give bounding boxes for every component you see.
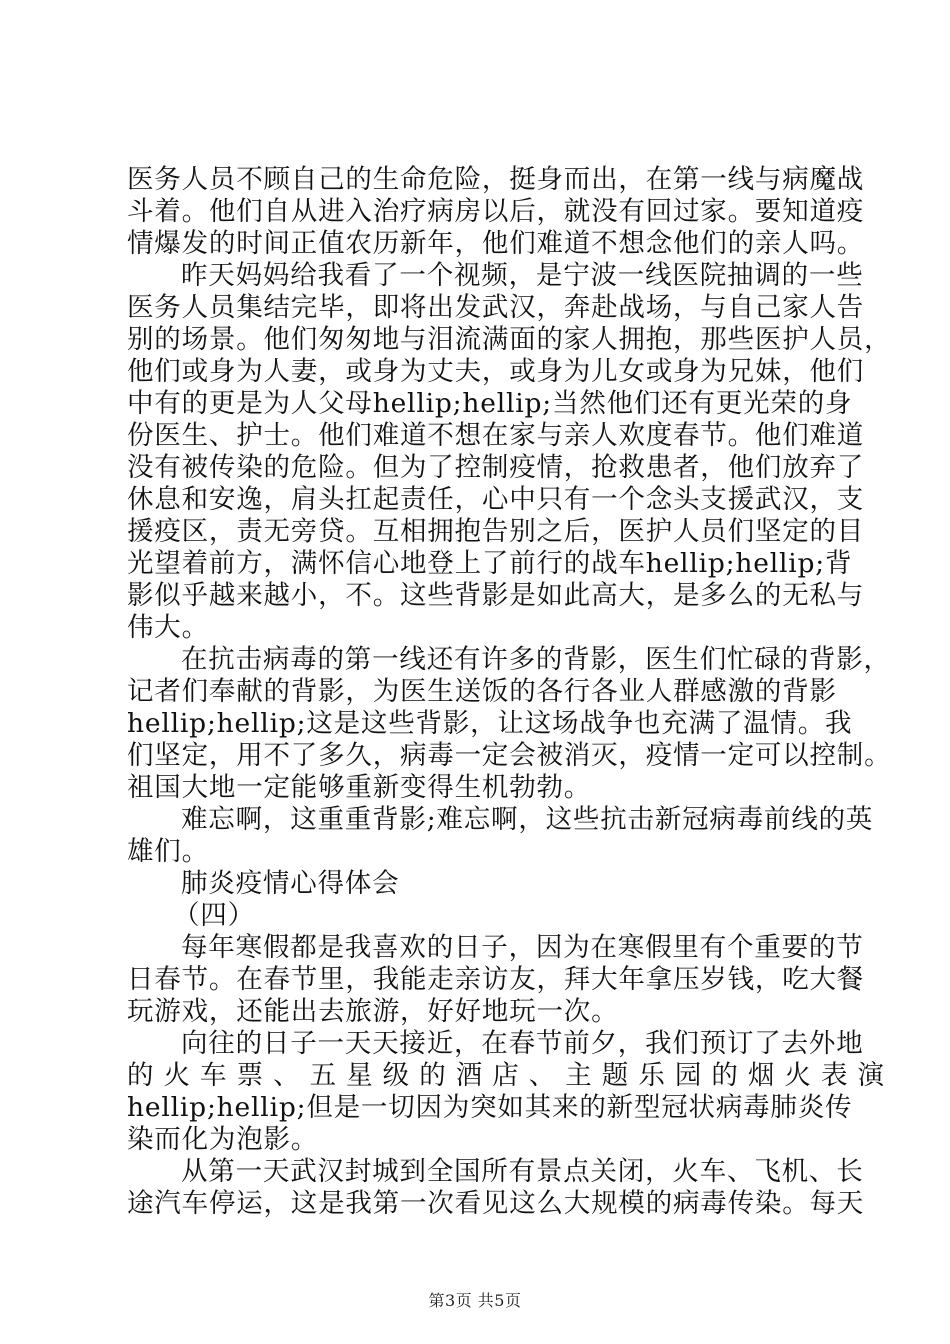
text-line: 昨天妈妈给我看了一个视频，是宁波一线医院抽调的一些 (181, 260, 864, 291)
text-line: 光望着前方，满怀信心地登上了前行的战车hellip;hellip;背 (127, 548, 853, 579)
text-line: 份医生、护士。他们难道不想在家与亲人欢度春节。他们难道 (127, 420, 865, 451)
text-line: 医务人员不顾自己的生命危险，挺身而出，在第一线与病魔战 (127, 164, 865, 195)
text-line: hellip;hellip;但是一切因为突如其来的新型冠状病毒肺炎传 (127, 1092, 853, 1123)
text-line: 中有的更是为人父母hellip;hellip;当然他们还有更光荣的身 (127, 388, 853, 419)
text-line: 染而化为泡影。 (127, 1124, 319, 1155)
text-line: 雄们。 (127, 836, 209, 867)
section-number: （四） (173, 900, 255, 931)
text-line: 玩游戏，还能出去旅游，好好地玩一次。 (127, 996, 619, 1027)
text-line: 每年寒假都是我喜欢的日子，因为在寒假里有个重要的节 (181, 932, 864, 963)
page-number-footer: 第3页 共5页 (428, 1291, 522, 1310)
text-line: 记者们奉献的背影，为医生送饭的各行各业人群感激的背影 (127, 676, 837, 707)
text-line: 向往的日子一天天接近，在春节前夕，我们预订了去外地 (181, 1028, 864, 1059)
text-line: 斗着。他们自从进入治疗病房以后，就没有回过家。要知道疫 (127, 196, 865, 227)
text-line: 伟大。 (127, 612, 209, 643)
text-line: 途汽车停运，这是我第一次看见这么大规模的病毒传染。每天 (127, 1188, 865, 1219)
text-line: 祖国大地一定能够重新变得生机勃勃。 (127, 772, 592, 803)
text-line: 从第一天武汉封城到全国所有景点关闭，火车、飞机、长 (181, 1156, 864, 1187)
text-line: 的 火 车 票 、 五 星 级 的 酒 店 、 主 题 乐 园 的 烟 火 表 演 (127, 1060, 885, 1091)
text-line: 在抗击病毒的第一线还有许多的背影，医生们忙碌的背影， (181, 644, 891, 675)
text-line: 难忘啊，这重重背影;难忘啊，这些抗击新冠病毒前线的英 (181, 804, 874, 835)
text-line: 休息和安逸，肩头扛起责任，心中只有一个念头支援武汉，支 (127, 484, 865, 515)
text-line: 们坚定，用不了多久，病毒一定会被消灭，疫情一定可以控制。 (127, 740, 892, 771)
text-line: 情爆发的时间正值农历新年，他们难道不想念他们的亲人吗。 (127, 228, 865, 259)
text-line: 影似乎越来越小，不。这些背影是如此高大，是多么的无私与 (127, 580, 865, 611)
section-heading: 肺炎疫情心得体会 (181, 868, 400, 899)
text-line: 没有被传染的危险。但为了控制疫情，抢救患者，他们放弃了 (127, 452, 865, 483)
text-line: 援疫区，责无旁贷。互相拥抱告别之后，医护人员们坚定的目 (127, 516, 865, 547)
text-line: hellip;hellip;这是这些背影，让这场战争也充满了温情。我 (127, 708, 853, 739)
text-line: 他们或身为人妻，或身为丈夫，或身为儿女或身为兄妹，他们 (127, 356, 865, 387)
text-line: 日春节。在春节里，我能走亲访友，拜大年拿压岁钱，吃大餐 (127, 964, 865, 995)
text-line: 医务人员集结完毕，即将出发武汉，奔赴战场，与自己家人告 (127, 292, 865, 323)
text-line: 别的场景。他们匆匆地与泪流满面的家人拥抱，那些医护人员， (127, 324, 892, 355)
